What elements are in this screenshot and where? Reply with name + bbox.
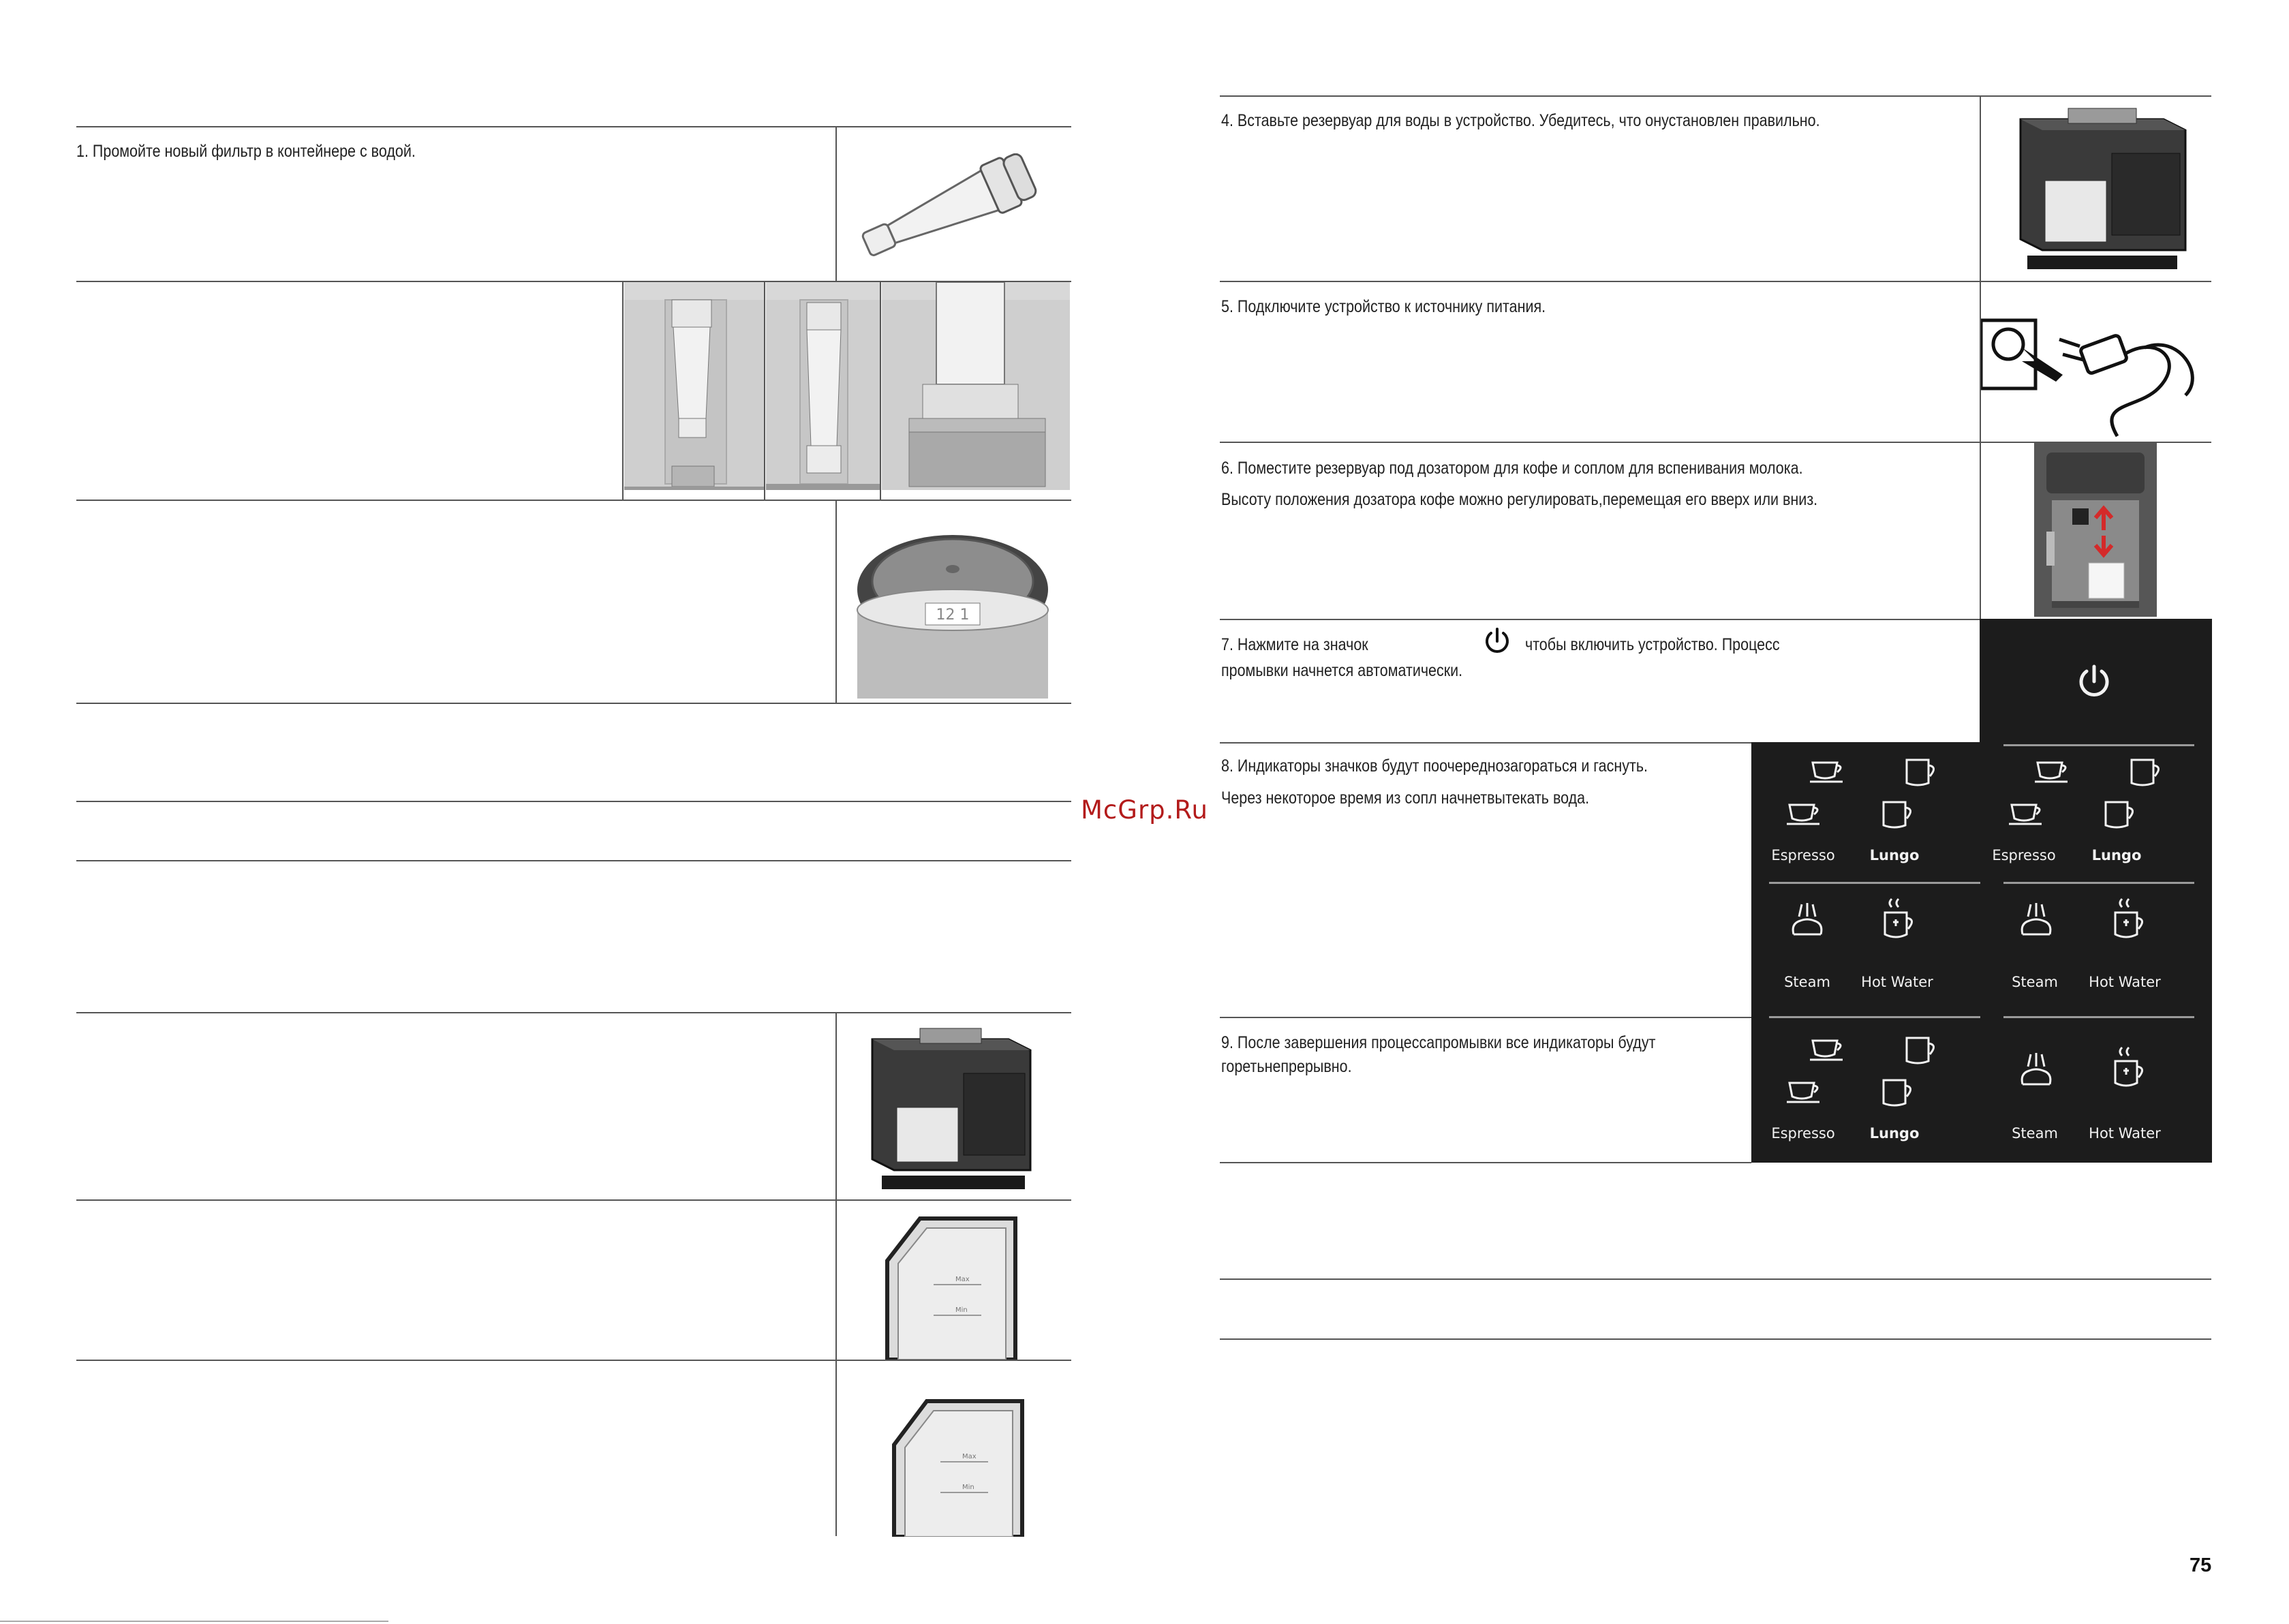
steam-icon <box>1787 900 1828 941</box>
step9-line2: горетьнепрерывно. <box>1221 1057 1352 1076</box>
column-divider <box>622 282 624 500</box>
step8-line2: Через некоторое время из сопл начнетвытекать вода. <box>1221 788 1590 808</box>
panel-divider <box>1769 882 1980 884</box>
filter-date-dial-image <box>850 521 1055 699</box>
power-socket-image <box>1981 307 2213 440</box>
coffee-machine-image <box>852 1019 1043 1196</box>
espresso-cup-icon <box>1807 1035 1848 1065</box>
divider <box>76 801 1071 802</box>
filter-cartridge-image <box>838 153 1063 262</box>
espresso-cup-icon <box>1807 757 1848 787</box>
page-number: 75 <box>2190 1554 2212 1576</box>
lungo-label: Lungo <box>2091 847 2142 863</box>
tank-min-mark: Min <box>955 1306 968 1314</box>
column-divider <box>835 127 837 281</box>
footer-rule <box>0 1621 388 1622</box>
step5-text: 5. Подключите устройство к источнику питания. <box>1221 297 1546 316</box>
steam-label: Steam <box>2012 1125 2058 1142</box>
panel-divider <box>2003 1016 2194 1018</box>
tank-max-mark: Max <box>962 1453 977 1460</box>
espresso-cup-icon <box>1784 1077 1825 1107</box>
column-divider <box>835 1013 837 1536</box>
panel-divider <box>2003 882 2194 884</box>
divider <box>1220 281 2211 282</box>
tank-max-mark: Max <box>955 1276 970 1283</box>
lungo-cup-icon <box>2102 798 2140 832</box>
hot-water-icon <box>1878 896 1919 944</box>
step4-text: 4. Вставьте резервуар для воды в устройство. Убедитесь, что онустановлен правильно. <box>1221 111 1820 130</box>
espresso-cup-icon <box>2006 799 2047 829</box>
divider <box>76 860 1071 861</box>
hot-water-label: Hot Water <box>2089 1125 2161 1142</box>
water-tank-image <box>879 1213 1026 1360</box>
step8-line1: 8. Индикаторы значков будут поочереднозагораться и гаснуть. <box>1221 756 1648 776</box>
divider <box>1220 1278 2211 1280</box>
divider <box>76 703 1071 704</box>
step9-line1: 9. После завершения процессапромывки все индикаторы будут <box>1221 1033 1656 1052</box>
column-divider <box>880 282 881 500</box>
water-tank-image-2 <box>886 1390 1032 1537</box>
step7-line2: промывки начнется автоматически. <box>1221 661 1463 680</box>
divider <box>1220 1338 2211 1340</box>
divider <box>76 1199 1071 1201</box>
coffee-machine-image <box>2000 99 2198 277</box>
divider <box>1220 1162 1751 1163</box>
divider <box>1220 95 2211 97</box>
espresso-cup-icon <box>1784 799 1825 829</box>
hot-water-icon <box>2108 896 2149 944</box>
divider <box>76 126 1071 127</box>
divider <box>76 1012 1071 1013</box>
column-divider <box>764 282 765 500</box>
lungo-cup-icon <box>1903 1034 1941 1068</box>
espresso-label: Espresso <box>1992 847 2056 863</box>
steam-label: Steam <box>1784 974 1830 990</box>
lungo-cup-icon <box>1879 798 1918 832</box>
power-icon <box>2075 662 2113 701</box>
step6-line1: 6. Поместите резервуар под дозатором для кофе и соплом для вспенивания молока. <box>1221 459 1803 478</box>
indicator-panel <box>1751 742 2212 1163</box>
panel-divider <box>1769 1016 1980 1018</box>
power-icon <box>1481 626 1513 657</box>
lungo-label: Lungo <box>1869 847 1920 863</box>
hot-water-label: Hot Water <box>1861 974 1933 990</box>
lungo-cup-icon <box>2127 756 2166 790</box>
panel-divider <box>2003 744 2194 746</box>
hot-water-label: Hot Water <box>2089 974 2161 990</box>
step7-text-b: чтобы включить устройство. Процесс <box>1525 635 1780 654</box>
lungo-cup-icon <box>1879 1076 1918 1110</box>
watermark: McGrp.Ru <box>1081 795 1208 825</box>
dial-label: 12 1 <box>936 607 970 624</box>
tank-min-mark: Min <box>962 1484 974 1491</box>
column-divider <box>835 501 837 703</box>
steam-icon <box>2016 1050 2057 1091</box>
filter-insert-photo-2 <box>766 282 880 490</box>
filter-insert-photo-1 <box>624 282 764 490</box>
filter-insert-photo-3 <box>882 282 1070 490</box>
step1-text: 1. Промойте новый фильтр в контейнере с водой. <box>76 142 416 161</box>
lungo-label: Lungo <box>1869 1125 1920 1142</box>
step6-line2: Высоту положения дозатора кофе можно регулировать,перемещая его вверх или вниз. <box>1221 490 1818 509</box>
step7-text-a: 7. Нажмите на значок <box>1221 635 1368 654</box>
steam-label: Steam <box>2012 974 2058 990</box>
divider <box>1220 1017 1751 1018</box>
divider <box>76 500 1071 501</box>
espresso-cup-icon <box>2032 757 2073 787</box>
espresso-label: Espresso <box>1771 847 1835 863</box>
lungo-cup-icon <box>1903 756 1941 790</box>
coffee-machine-front-image <box>2034 443 2157 617</box>
hot-water-icon <box>2108 1045 2149 1092</box>
divider <box>76 1360 1071 1361</box>
power-button-panel <box>1980 619 2212 743</box>
espresso-label: Espresso <box>1771 1125 1835 1142</box>
steam-icon <box>2016 900 2057 941</box>
